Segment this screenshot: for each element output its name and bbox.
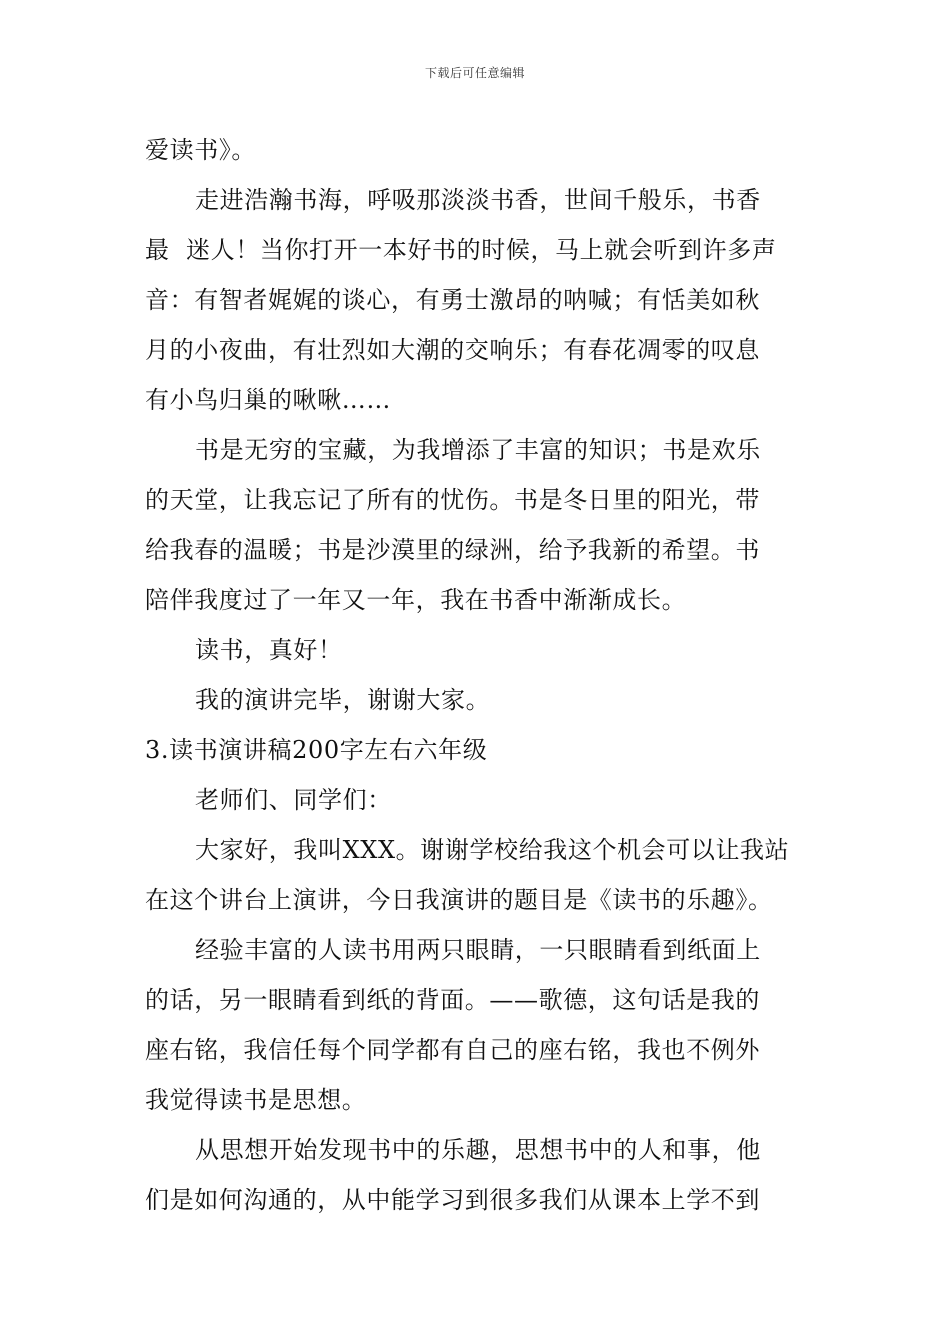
text-line: 陪伴我度过了一年又一年，我在书香中渐渐成长。 — [145, 586, 687, 614]
text-line: 音：有智者娓娓的谈心，有勇士激昂的呐喊；有恬美如秋 — [145, 286, 760, 314]
text-line: 经验丰富的人读书用两只眼睛，一只眼睛看到纸面上 — [195, 936, 761, 964]
text-line: 爱读书》。 — [145, 136, 256, 164]
text-line: 月的小夜曲，有壮烈如大潮的交响乐；有春花凋零的叹息 — [145, 336, 760, 364]
page-header: 下载后可任意编辑 — [424, 66, 525, 80]
text-line: 的天堂，让我忘记了所有的忧伤。书是冬日里的阳光，带 — [145, 486, 760, 514]
text-line: 我觉得读书是思想。 — [145, 1086, 367, 1114]
text-line: 有小鸟归巢的啾啾…… — [145, 386, 391, 414]
text-line: 们是如何沟通的，从中能学习到很多我们从课本上学不到 — [145, 1186, 760, 1214]
text-line: 座右铭，我信任每个同学都有自己的座右铭，我也不例外 — [145, 1036, 760, 1064]
text-line: 在这个讲台上演讲，今日我演讲的题目是《读书的乐趣》。 — [145, 886, 773, 914]
text-line: 我的演讲完毕，谢谢大家。 — [195, 686, 491, 714]
text-line: 的话，另一眼睛看到纸的背面。——歌德，这句话是我的 — [145, 986, 760, 1014]
text-line: 给我春的温暖；书是沙漠里的绿洲，给予我新的希望。书 — [145, 536, 760, 564]
text-line: 从思想开始发现书中的乐趣，思想书中的人和事，他 — [195, 1136, 761, 1164]
text-line: 读书，真好！ — [195, 636, 343, 664]
text-line: 走进浩瀚书海，呼吸那淡淡书香，世间千般乐，书香 — [195, 186, 761, 214]
section-heading: 3.读书演讲稿200字左右六年级 — [145, 736, 488, 764]
text-line: 最 迷人！当你打开一本好书的时候，马上就会听到许多声 — [145, 236, 777, 264]
text-line: 大家好，我叫XXX。谢谢学校给我这个机会可以让我站 — [195, 836, 790, 864]
text-line: 书是无穷的宝藏，为我增添了丰富的知识；书是欢乐 — [195, 436, 761, 464]
text-line: 老师们、同学们： — [195, 786, 392, 814]
